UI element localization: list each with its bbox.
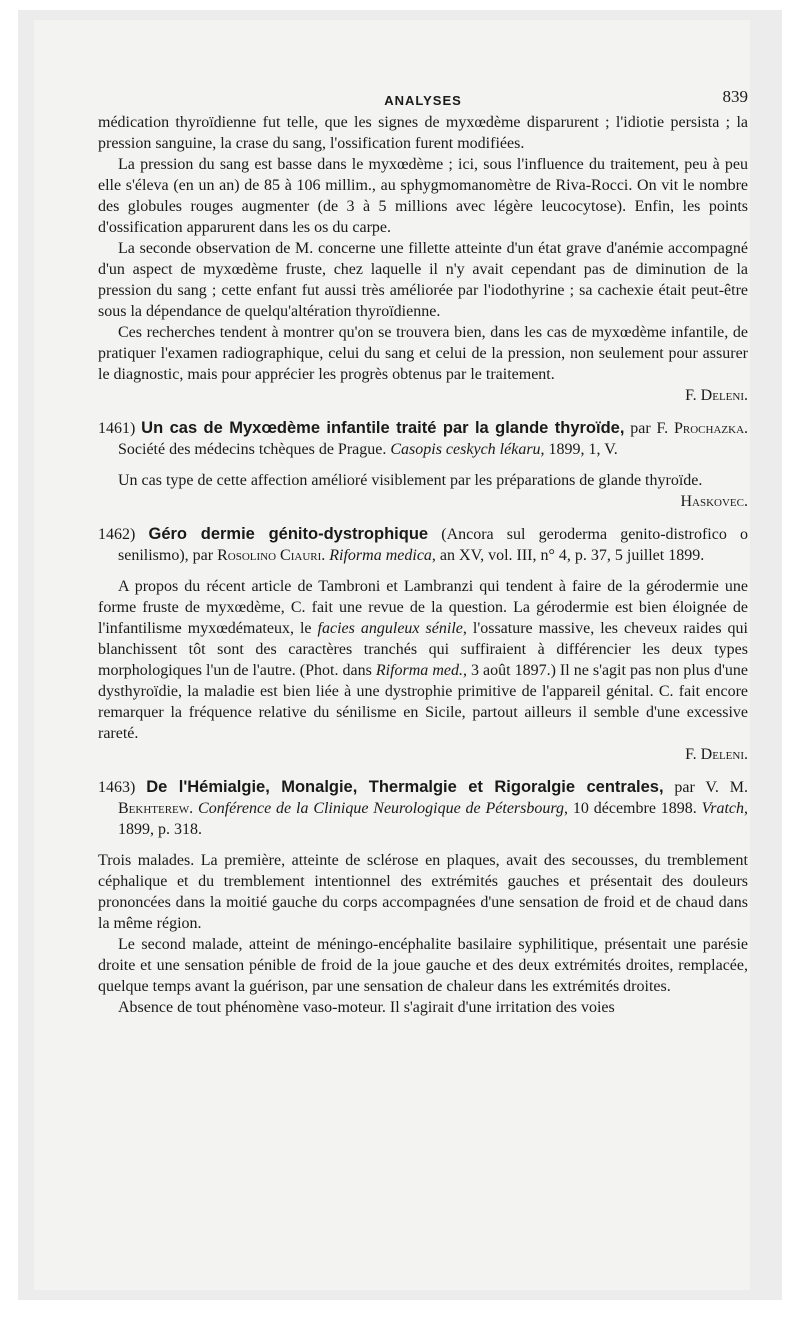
- body-part-b: , l'ossature massive, les cheveux raides qui blanchissent tôt sont des caractères tranchés qui suffiraient à différencier les deux types morphologiques l'un de l'autre. (Phot. dans: [98, 620, 748, 679]
- entry-author: Prochazka: [674, 420, 745, 437]
- entry-number: 1462): [98, 526, 136, 543]
- intro-closing: [98, 322, 748, 385]
- entry-society: . Société des médecins tchèques de Prague.: [118, 420, 749, 458]
- intro-paragraph-1: médication thyroïdienne fut telle, que les signes de myxœdème disparurent ; l'idiotie persista ; la pression sanguine, la crase du sang, l'ossification furent modifiées.: [98, 114, 748, 152]
- entry-by: par F.: [630, 420, 669, 437]
- entry-1463-paragraph-2: Le second malade, atteint de méningo-encéphalite basilaire syphilitique, présentait une parésie droite et une sensation pénible de froid de la joue gauche et des deux extrémités droites, remplacée, quelque temps avant la guérison, par une sensation de chaleur dans les extrémités droites.: [98, 936, 748, 995]
- page-number: 839: [722, 87, 748, 106]
- intro-paragraph-4: Ces recherches tendent à montrer qu'on se trouvera bien, dans les cas de myxœdème infantile, de pratiquer l'examen radiographique, celui du sang et celui de la pression, non seulement pour assurer le diagnostic, mais pour apprécier les progrès obtenus par le traitement.: [98, 324, 748, 383]
- entry-ref: , 1899, 1, V.: [540, 441, 618, 458]
- entry-source: Conférence de la Clinique Neurologique de Pétersbourg: [198, 800, 565, 817]
- entry-number: 1461): [98, 420, 136, 437]
- body-part-c: , 3 août 1897.) Il ne s'agit pas non plus d'une dysthyroïdie, la maladie est bien liée à une dystrophie primitive de l'appareil génital. C. fait encore remarquer la fréquence relative du sénilisme en Sicile, partout ailleurs il semble d'une excessive rareté.: [98, 662, 749, 742]
- intro-paragraph-3: La seconde observation de M. concerne une fillette atteinte d'un état grave d'anémie accompagné d'un aspect de myxœdème fruste, chez laquelle il n'y avait cependant pas de diminution de la pression du sang ; cette enfant fut aussi très améliorée par l'iodothyrine ; sa cachexie était peut-être sous la dépendance de quelqu'altération thyroïdienne.: [98, 240, 748, 320]
- entry-journal: Riforma medica: [329, 547, 432, 564]
- entry-journal: Casopis ceskych lékaru: [390, 441, 541, 458]
- entry-author: Rosolino Ciauri: [217, 547, 322, 564]
- entry-1462: [98, 524, 748, 765]
- entry-1462-body: [98, 576, 748, 744]
- page-header: [98, 84, 748, 112]
- entry-title: De l'Hémialgie, Monalgie, Thermalgie et Rigoralgie centrales,: [146, 778, 664, 796]
- entry-1461-body: Un cas type de cette affection amélioré visiblement par les préparations de glande thyroïde.: [118, 472, 703, 489]
- entry-ref: , 1899, p. 318.: [118, 800, 749, 838]
- entry-1462-signature: F. Deleni.: [685, 746, 748, 763]
- body-facies: facies anguleux sénile: [317, 620, 463, 637]
- entry-date: , 10 décembre 1898.: [564, 800, 697, 817]
- body-riforma: Riforma med.: [375, 662, 463, 679]
- entry-by: par V. M.: [674, 779, 749, 796]
- entry-journal: Vratch: [701, 800, 745, 817]
- page-content: [98, 84, 748, 1018]
- entry-1461-signature: Haskovec.: [680, 493, 748, 510]
- entry-title: Géro dermie génito-dystrophique: [148, 525, 429, 543]
- intro-signature: F. Deleni.: [685, 387, 748, 404]
- entry-1463-paragraph-1: Trois malades. La première, atteinte de sclérose en plaques, avait des secousses, du tremblement céphalique et du tremblement intentionnel des extrémités gauches et présentait des douleurs prononcées dans la moitié gauche du corps accompagnées d'une sensation de froid et de chaud dans la même région.: [98, 852, 748, 932]
- intro-paragraph-2: La pression du sang est basse dans le myxœdème ; ici, sous l'influence du traitement, peu à peu elle s'éleva (en un an) de 85 à 106 millim., au sphygmomanomètre de Riva-Rocci. On vit le nombre des globules rouges augmenter (de 3 à 5 millions avec légère leucocytose). Enfin, les points d'ossification apparurent dans les os du carpe.: [98, 156, 748, 236]
- entry-ref: , an XV, vol. III, n° 4, p. 37, 5 juillet 1899.: [431, 547, 705, 564]
- entry-1461: [98, 418, 748, 512]
- entry-1463-paragraph-3: Absence de tout phénomène vaso-moteur. Il s'agirait d'une irritation des voies: [118, 999, 615, 1016]
- entry-1462-heading: 1462) Géro dermie génito-dystrophique (Ancora sul geroderma genito-distrofico o senilismo), par Rosolino Ciauri. Riforma medica, an XV, vol. III, n° 4, p. 37, 5 juillet 1899.: [98, 525, 748, 564]
- entry-author: Bekhterew: [118, 800, 190, 817]
- running-head: ANALYSES: [384, 93, 462, 108]
- entry-number: 1463): [98, 779, 136, 796]
- entry-subtitle: (Ancora sul geroderma genito-distrofico o senilismo), par: [118, 526, 748, 564]
- entry-1463: [98, 777, 748, 1018]
- entry-1463-heading: 1463) De l'Hémialgie, Monalgie, Thermalgie et Rigoralgie centrales, par V. M. Bekhterew. Conférence de la Clinique Neurologique de Pétersbourg, 10 décembre 1898. Vratch, 1899, p. 318.: [98, 778, 749, 838]
- book-page: [34, 20, 750, 1290]
- entry-title: Un cas de Myxœdème infantile traité par la glande thyroïde,: [141, 419, 625, 437]
- body-part-a: A propos du récent article de Tambroni et Lambranzi qui tendent à faire de la gérodermie une forme fruste de myxœdème, C. fait une revue de la question. La gérodermie est bien éloignée de l'infantilisme myxœdémateux, le: [98, 578, 748, 637]
- entry-1461-heading: [98, 418, 748, 460]
